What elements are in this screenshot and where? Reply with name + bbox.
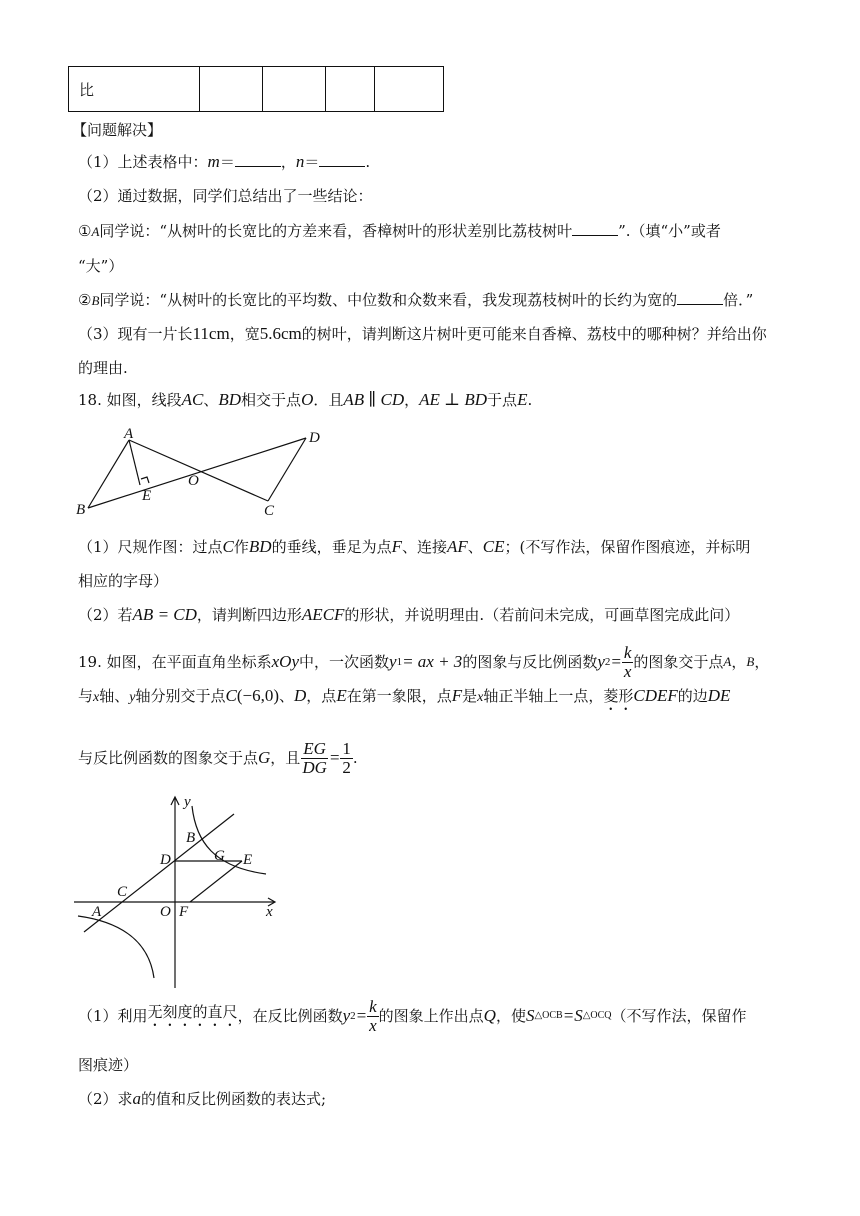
text: ， — [280, 153, 296, 171]
text: 、 — [467, 538, 483, 556]
answer-blank[interactable] — [572, 221, 618, 236]
subscript: 1 — [396, 656, 403, 668]
label-y: y — [184, 794, 191, 810]
equals: = — [355, 1006, 368, 1025]
numerator: k — [369, 996, 377, 1016]
q19-stem — [78, 640, 769, 684]
point-o: O — [301, 390, 314, 409]
answer-blank[interactable] — [319, 152, 365, 167]
label-e: E — [142, 488, 152, 504]
seg-ab — [88, 440, 129, 508]
text: （1）上述表格中： — [78, 153, 208, 171]
table-cell — [326, 67, 375, 112]
point-c: C — [222, 537, 234, 556]
numerator: k — [623, 642, 632, 662]
parallel-condition: AB ∥ CD — [343, 390, 405, 409]
perpendicular-condition: AE ⊥ BD — [419, 390, 488, 409]
rhombus-cdef: CDEF — [633, 686, 678, 705]
q17-conclusion-a — [78, 221, 721, 242]
q18-figure — [74, 424, 334, 524]
x-axis-var: x — [93, 690, 100, 705]
label-a: A — [92, 904, 102, 920]
fraction-eg-over-dg — [300, 740, 329, 777]
text: （不写作法，保留作 — [611, 1007, 747, 1025]
section-title: 【问题解决】 — [72, 121, 163, 139]
table-row — [69, 67, 444, 112]
text: ，宽 — [229, 325, 260, 343]
text: ，在反比例函数 — [237, 1007, 343, 1025]
seg-ef — [190, 861, 242, 902]
seg-cd — [268, 438, 306, 501]
area-s: S — [525, 1006, 535, 1025]
label-b: B — [186, 830, 196, 846]
text: ，使 — [495, 1007, 526, 1025]
point-f: F — [391, 537, 402, 556]
hyperbola-branch-2 — [78, 916, 154, 978]
text: . — [365, 153, 371, 171]
q17-conclusion-a-cont: “大”） — [78, 257, 124, 275]
table-row-label: 比 — [69, 67, 200, 112]
subscript: 2 — [604, 656, 611, 668]
text: 的边 — [677, 687, 708, 705]
text: ， — [731, 653, 747, 671]
text: 作 — [233, 538, 249, 556]
q18-part1-cont: 相应的字母） — [78, 572, 169, 590]
numerator: 1 — [342, 738, 351, 758]
var-a: a — [132, 1089, 142, 1108]
var-n: n — [295, 152, 305, 171]
q18-part2 — [78, 605, 739, 625]
fraction-k-over-x — [367, 998, 379, 1035]
label-o: O — [188, 473, 199, 489]
denominator: DG — [302, 757, 327, 777]
equal-condition: AB = CD — [132, 605, 197, 624]
denominator: x — [623, 661, 632, 681]
point-f: F — [451, 686, 463, 705]
q17-part3 — [78, 324, 767, 344]
equals: = — [328, 748, 341, 767]
text: 的图象上作出点 — [378, 1007, 484, 1025]
point-d: D — [294, 686, 307, 705]
numerator: EG — [303, 738, 326, 758]
text: 与 — [78, 687, 94, 705]
text: 、 — [203, 391, 219, 409]
var-m: m — [207, 152, 220, 171]
text: 轴分别交于点 — [135, 687, 226, 705]
text: （2）若 — [78, 606, 133, 624]
q18-stem — [78, 390, 532, 410]
text: （2）求 — [78, 1090, 133, 1108]
y-axis-var: y — [129, 690, 136, 705]
subscript: 2 — [350, 1010, 356, 1022]
point-a: A — [723, 654, 732, 669]
text: ， — [404, 391, 420, 409]
text: ，请判断四边形 — [196, 606, 302, 624]
text: . — [527, 391, 533, 409]
label-e: E — [243, 852, 253, 868]
text: （1）利用 — [78, 1007, 148, 1025]
text: ，且 — [270, 749, 301, 767]
seg-ac: AC — [181, 390, 204, 409]
q17-part1 — [78, 152, 370, 172]
q19-stem-line2 — [78, 686, 730, 714]
point-e: E — [336, 686, 347, 705]
label-x: x — [266, 904, 273, 920]
label-d: D — [160, 852, 171, 868]
seg-bd: BD — [248, 537, 272, 556]
answer-blank[interactable] — [235, 152, 281, 167]
area-s: S — [574, 1006, 583, 1025]
text: 相交于点 — [241, 391, 302, 409]
emphasis-rhombus: 菱形 — [603, 687, 634, 705]
text: ．且 — [313, 391, 344, 409]
text: 的树叶，请判断这片树叶更可能来自香樟、荔枝中的哪种树？并给出你 — [301, 325, 767, 343]
q17-part2: （2）通过数据，同学们总结出了一些结论： — [78, 187, 373, 205]
leaf-length: 11cm — [192, 324, 230, 343]
text: 是 — [462, 687, 478, 705]
student-b: B — [91, 293, 100, 308]
leaf-width: 5.6cm — [259, 324, 302, 343]
label-b: B — [76, 502, 86, 518]
text: ”.（填“小”或者 — [618, 222, 721, 240]
label-c: C — [264, 503, 275, 519]
text: 的垂线，垂足为点 — [271, 538, 392, 556]
label-f: F — [179, 904, 189, 920]
func-y2: y — [597, 652, 605, 671]
subscript: △OCB — [534, 1010, 563, 1021]
denominator: 2 — [342, 757, 351, 777]
q19-part1 — [78, 994, 747, 1038]
text: ② — [78, 291, 92, 309]
text: 、 — [279, 687, 295, 705]
linear-expr: = ax + 3 — [402, 652, 463, 671]
right-angle-mark — [141, 477, 149, 483]
student-a: A — [91, 224, 100, 239]
fraction-k-over-x — [622, 644, 634, 681]
q17-conclusion-b — [78, 290, 753, 311]
seg-af: AF — [447, 537, 468, 556]
q19-stem-line3 — [78, 736, 358, 780]
text: ① — [78, 222, 92, 240]
equals: = — [610, 652, 622, 671]
label-d: D — [309, 430, 320, 446]
text: （1）尺规作图：过点 — [78, 538, 223, 556]
text: . — [352, 749, 358, 767]
text: 中，一次函数 — [299, 653, 390, 671]
q19-part2 — [78, 1089, 326, 1109]
label-c: C — [117, 884, 128, 900]
text: 18. 如图，线段 — [78, 391, 182, 409]
text: （3）现有一片长 — [78, 325, 193, 343]
label-o: O — [160, 904, 171, 920]
seg-bd: BD — [218, 390, 242, 409]
text: 、连接 — [401, 538, 447, 556]
point-g: G — [258, 748, 271, 767]
point-b: B — [746, 654, 755, 669]
text: ＝ — [219, 153, 235, 171]
text: 的形状，并说明理由.（若前问未完成，可画草图完成此问） — [344, 606, 740, 624]
q18-part1 — [78, 537, 750, 557]
text: 的值和反比例函数的表达式; — [141, 1090, 327, 1108]
label-g: G — [214, 848, 225, 864]
text: 轴、 — [99, 687, 130, 705]
denominator: x — [369, 1015, 377, 1035]
text: ；(不写作法，保留作图痕迹，并标明 — [504, 538, 751, 556]
data-table — [68, 66, 444, 112]
coord-system: xOy — [271, 652, 299, 671]
text: 在第一象限，点 — [346, 687, 452, 705]
emphasis-ruler: 无刻度的直尺 — [147, 1003, 238, 1021]
text: 19. 如图，在平面直角坐标系 — [78, 653, 272, 671]
text: 轴正半轴上一点， — [483, 687, 604, 705]
text: 与反比例函数的图象交于点 — [78, 749, 259, 767]
func-y2: y — [342, 1006, 351, 1025]
answer-blank[interactable] — [677, 290, 723, 305]
q19-figure — [74, 792, 284, 992]
text: 同学说：“从树叶的长宽比的方差来看，香樟树叶的形状差别比荔枝树叶 — [99, 222, 573, 240]
table-cell — [200, 67, 263, 112]
text: ， — [754, 653, 770, 671]
fraction-one-half — [340, 740, 353, 777]
text: 的图象交于点 — [633, 653, 724, 671]
text: 于点 — [487, 391, 518, 409]
seg-ce: CE — [482, 537, 505, 556]
point-c: C — [225, 686, 237, 705]
label-a: A — [124, 426, 134, 442]
point-q: Q — [483, 1006, 496, 1025]
linear-function-line — [84, 814, 234, 932]
text: 倍．” — [723, 291, 754, 309]
point-c-coords: (−6,0) — [236, 686, 279, 705]
subscript: △OCQ — [582, 1010, 612, 1021]
q17-part3-cont: 的理由. — [78, 359, 128, 377]
text: ＝ — [304, 153, 320, 171]
hyperbola-branch-1 — [192, 806, 266, 874]
seg-de: DE — [707, 686, 731, 705]
text: 同学说：“从树叶的长宽比的平均数、中位数和众数来看，我发现荔枝树叶的长约为宽的 — [99, 291, 678, 309]
equals: = — [562, 1006, 575, 1025]
text: ，点 — [306, 687, 337, 705]
seg-ae — [129, 440, 140, 485]
text: 的图象与反比例函数 — [462, 653, 598, 671]
q19-part1-cont: 图痕迹） — [78, 1056, 139, 1074]
func-y1: y — [389, 652, 397, 671]
point-e: E — [517, 390, 528, 409]
table-cell — [375, 67, 444, 112]
table-cell — [263, 67, 326, 112]
quad-aecf: AECF — [301, 605, 345, 624]
x-axis-var: x — [477, 690, 484, 705]
